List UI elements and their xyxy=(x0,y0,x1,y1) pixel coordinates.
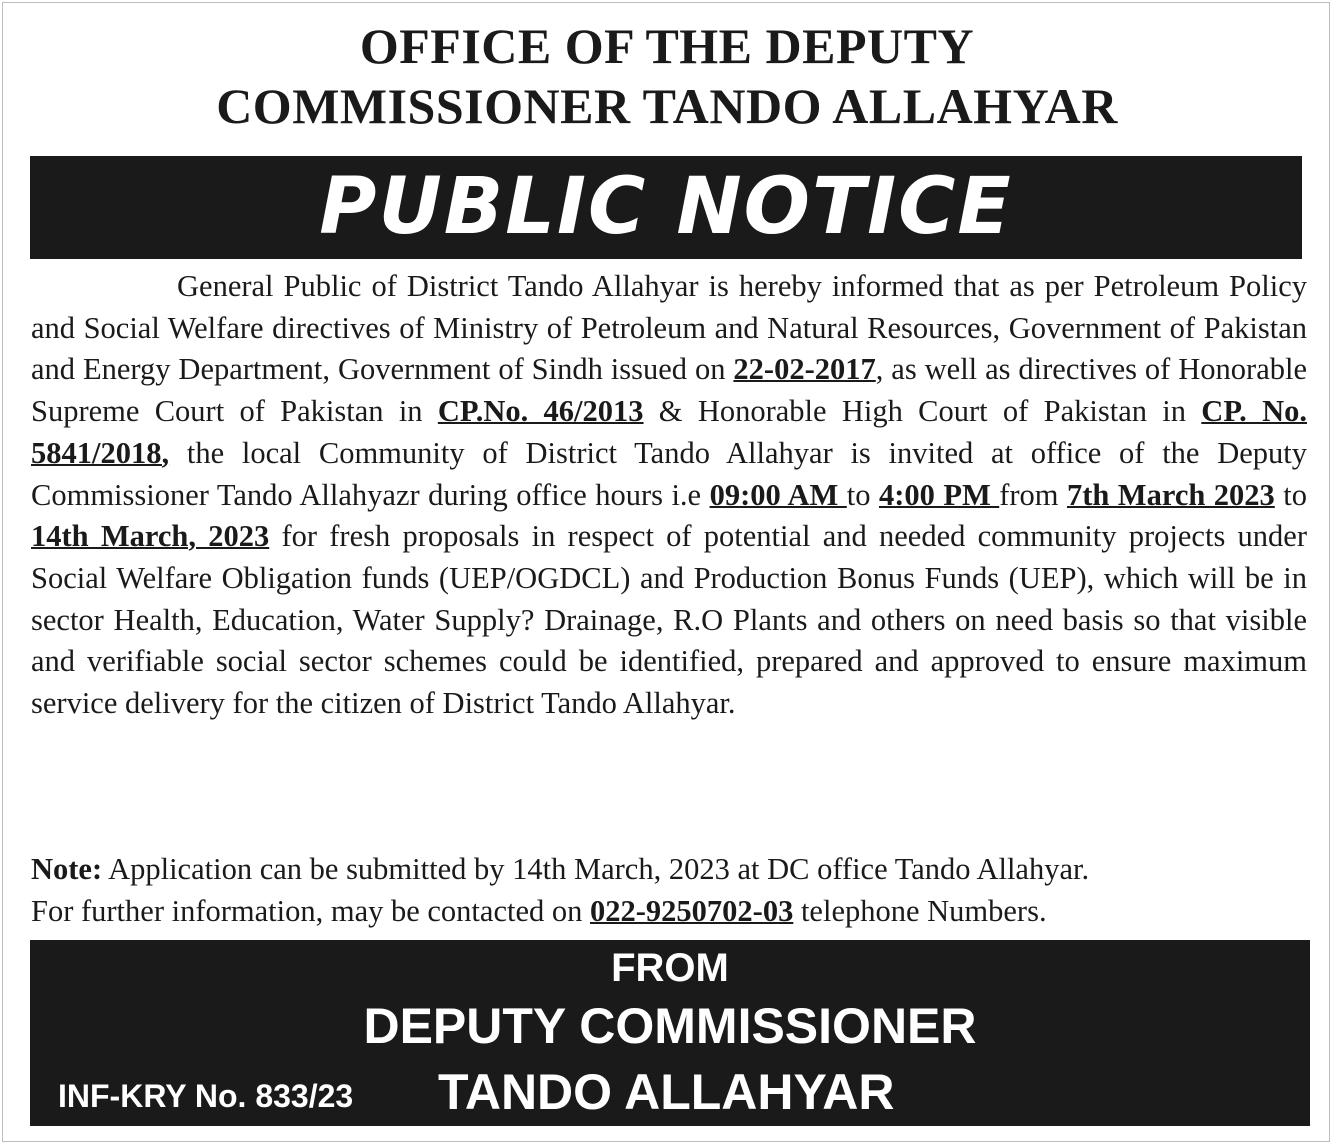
contact-text: For further information, may be contacted on xyxy=(31,894,590,928)
body-text-5: to xyxy=(846,477,879,512)
notice-body xyxy=(31,266,1307,725)
date-issued: 22-02-2017 xyxy=(733,352,876,387)
public-notice-banner: PUBLIC NOTICE xyxy=(30,156,1302,259)
office-title-line-2: COMMISSIONER TANDO ALLAHYAR xyxy=(216,78,1118,134)
note-line-1 xyxy=(31,848,1311,890)
body-text-8: for fresh proposals in respect of potential and needed community projects under Social Welfare Obligation funds (UEP/OGDCL) and Production Bonus Funds (UEP), which will be in sector Health, Education, Water Supply? Drainage, R.O Plants and others on need basis so that visible and verifiable social sector schemes could be identified, prepared and approved to ensure maximum service delivery for the citizen of District Tando Allahyar. xyxy=(31,519,1307,721)
body-text-6: from xyxy=(999,477,1067,512)
body-text-7: to xyxy=(1274,477,1307,512)
office-time-start: 09:00 AM xyxy=(709,477,847,512)
body-text-4: the local Community of District Tando Allahyar is invited at office of the Deputy Commissioner Tando Allahyazr during office hours i.e xyxy=(31,435,1307,512)
footer-from: FROM xyxy=(611,946,729,990)
footer-banner xyxy=(30,940,1310,1126)
office-title-line-1: OFFICE OF THE DEPUTY xyxy=(359,18,975,74)
footer-title: DEPUTY COMMISSIONER xyxy=(363,998,977,1054)
body-text-1: General Public of District Tando Allahyar is hereby informed that as per Petroleum Policy and Social Welfare directives of Ministry of Petroleum and Natural Resources, Government of Pakistan and Energy Department, Government of Sindh issued on xyxy=(31,269,1307,387)
date-from: 7th March 2023 xyxy=(1066,477,1275,512)
notice-paragraph xyxy=(31,266,1307,725)
note-section xyxy=(31,848,1311,932)
body-text-2: , as well as directives of Honorable Supreme Court of Pakistan in xyxy=(31,352,1307,429)
contact-text-end: telephone Numbers. xyxy=(793,894,1047,928)
note-label: Note: xyxy=(31,852,103,886)
supreme-court-case: CP.No. 46/2013 xyxy=(437,394,644,429)
note-line-2 xyxy=(31,890,1311,932)
footer-place: TANDO ALLAHYAR xyxy=(438,1064,895,1120)
note-text: Application can be submitted by 14th March, 2023 at DC office Tando Allahyar. xyxy=(102,852,1090,886)
body-text-3: & Honorable High Court of Pakistan in xyxy=(643,394,1202,429)
date-to: 14th March, 2023 xyxy=(31,519,270,554)
phone-number: 022-9250702-03 xyxy=(590,894,794,928)
high-court-case: CP. No. 5841/2018, xyxy=(31,394,1307,470)
office-time-end: 4:00 PM xyxy=(878,477,1000,512)
reference-number: INF-KRY No. 833/23 xyxy=(58,1078,354,1114)
